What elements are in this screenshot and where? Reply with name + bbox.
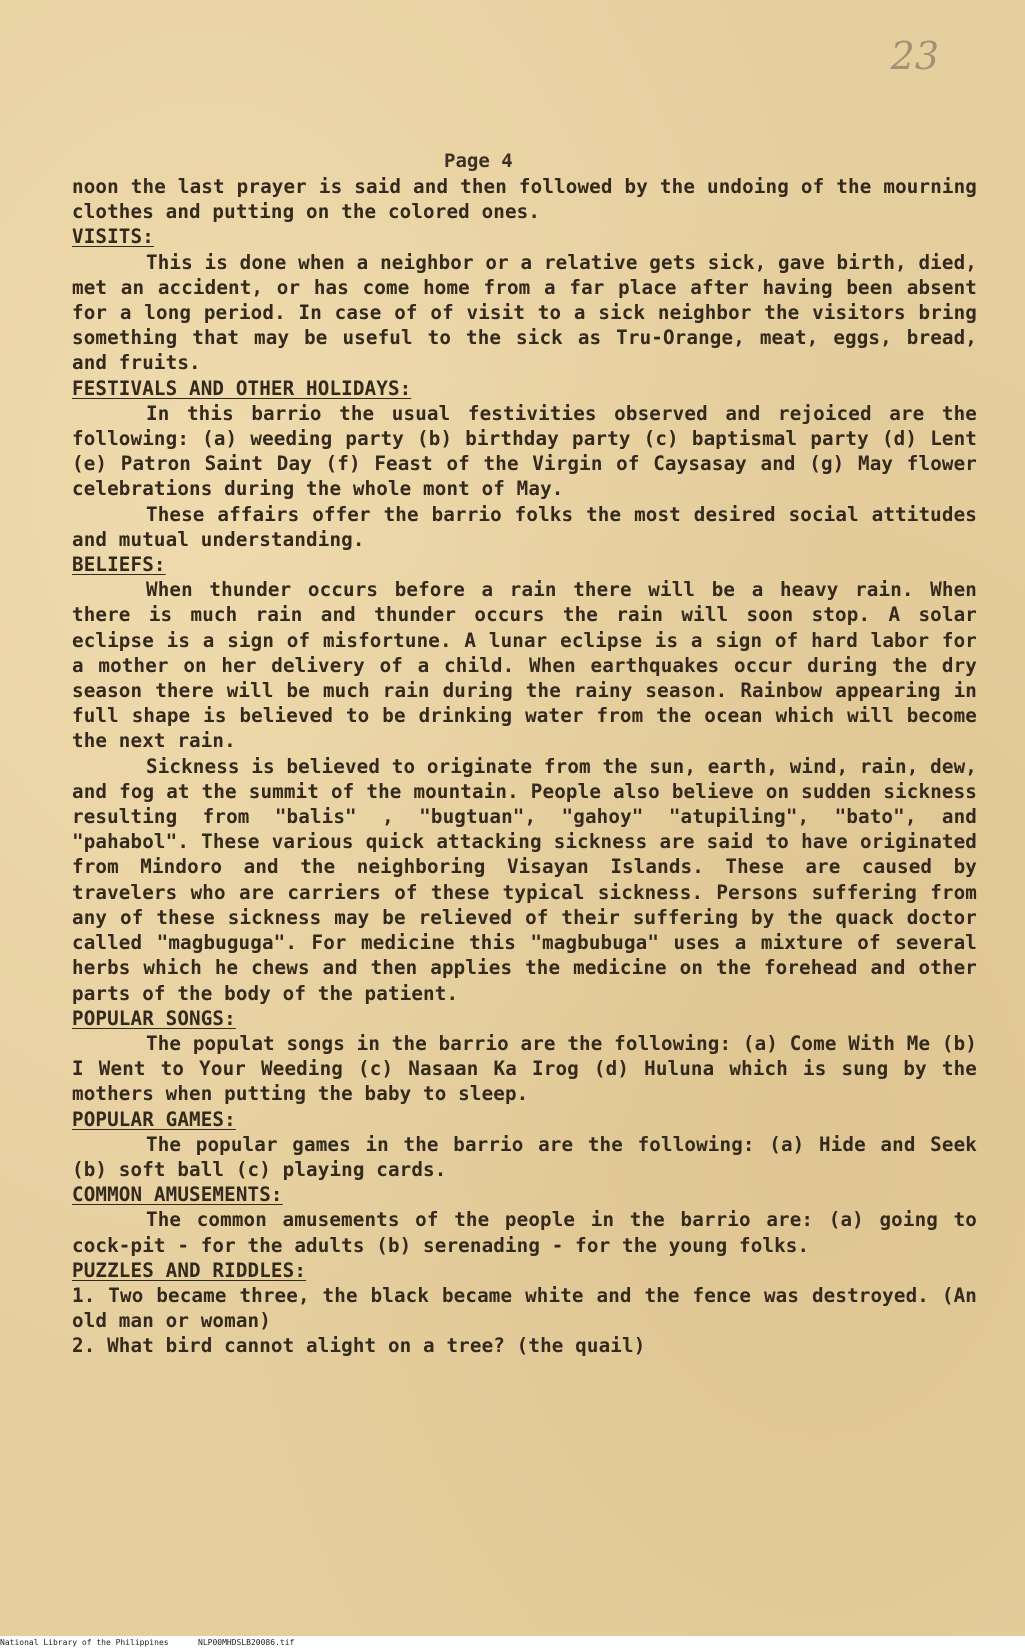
paragraph: noon the last prayer is said and then followed by the undoing of the mourning clothes and putting on the colored ones. (72, 175, 977, 224)
section-heading-puzzles-riddles: PUZZLES AND RIDDLES: (72, 1258, 307, 1282)
section-heading-festivals: FESTIVALS AND OTHER HOLIDAYS: (72, 376, 412, 400)
document-body (72, 174, 977, 1359)
section-heading-visits: VISITS: (72, 225, 154, 249)
paragraph: Sickness is believed to originate from the sun, earth, wind, rain, dew, and fog at the summit of the mountain. People also believe on sudden sickness resulting from "balis" , "bugtuan", "gahoy" "atupiling", "bato", and "pahabol". These various quick attacking sickness are said to have originated from Mindoro and the neighboring Visayan Islands. These are caused by travelers who are carriers of these typical sickness. Persons suffering from any of these sickness may be relieved of their suffering by the quack doctor called "magbuguga". For medicine this "magbubuga" uses a mixture of several herbs which he chews and then applies the medicine on the forehead and other parts of the body of the patient. (72, 754, 977, 1005)
paragraph: The populat songs in the barrio are the following: (a) Come With Me (b) I Went to Your Weeding (c) Nasaan Ka Irog (d) Huluna which is sung by the mothers when putting the baby to sleep. (72, 1031, 977, 1106)
paragraph: The popular games in the barrio are the following: (a) Hide and Seek (b) soft ball (c) playing cards. (72, 1132, 977, 1181)
footer-filename: NLP00MHDSLB20086.tif (198, 1638, 295, 1647)
section-heading-popular-games: POPULAR GAMES: (72, 1107, 236, 1131)
riddle-item: 2. What bird cannot alight on a tree? (the quail) (72, 1334, 646, 1358)
section-heading-popular-songs: POPULAR SONGS: (72, 1006, 236, 1030)
footer-library: National Library of the Philippines (0, 1638, 169, 1647)
page-label: Page 4 (444, 150, 513, 172)
paragraph: These affairs offer the barrio folks the most desired social attitudes and mutual understanding. (72, 502, 977, 551)
section-heading-beliefs: BELIEFS: (72, 553, 166, 577)
paragraph: This is done when a neighbor or a relative gets sick, gave birth, died, met an accident, or has come home from a far place after having been absent for a long period. In case of of visit to a sick neighbor the visitors bring something that may be useful to the sick as Tru-Orange, meat, eggs, bread, and fruits. (72, 250, 977, 375)
folio-number: 23 (890, 34, 939, 78)
riddle-item: 1. Two became three, the black became white and the fence was destroyed. (An old man or woman) (72, 1283, 977, 1333)
section-heading-common-amusements: COMMON AMUSEMENTS: (72, 1183, 283, 1207)
paragraph: The common amusements of the people in the barrio are: (a) going to cock-pit - for the adults (b) serenading - for the young folks. (72, 1208, 977, 1257)
paragraph: When thunder occurs before a rain there will be a heavy rain. When there is much rain and thunder occurs the rain will soon stop. A solar eclipse is a sign of misfortune. A lunar eclipse is a sign of hard labor for a mother on her delivery of a child. When earthquakes occur during the dry season there will be much rain during the rainy season. Rainbow appearing in full shape is believed to be drinking water from the ocean which will become the next rain. (72, 578, 977, 753)
scan-footer (0, 1636, 1025, 1650)
paragraph: In this barrio the usual festivities observed and rejoiced are the following: (a) weeding party (b) birthday party (c) baptismal party (d) Lent (e) Patron Saint Day (f) Feast of the Virgin of Caysasay and (g) May flower celebrations during the whole mont of May. (72, 401, 977, 501)
